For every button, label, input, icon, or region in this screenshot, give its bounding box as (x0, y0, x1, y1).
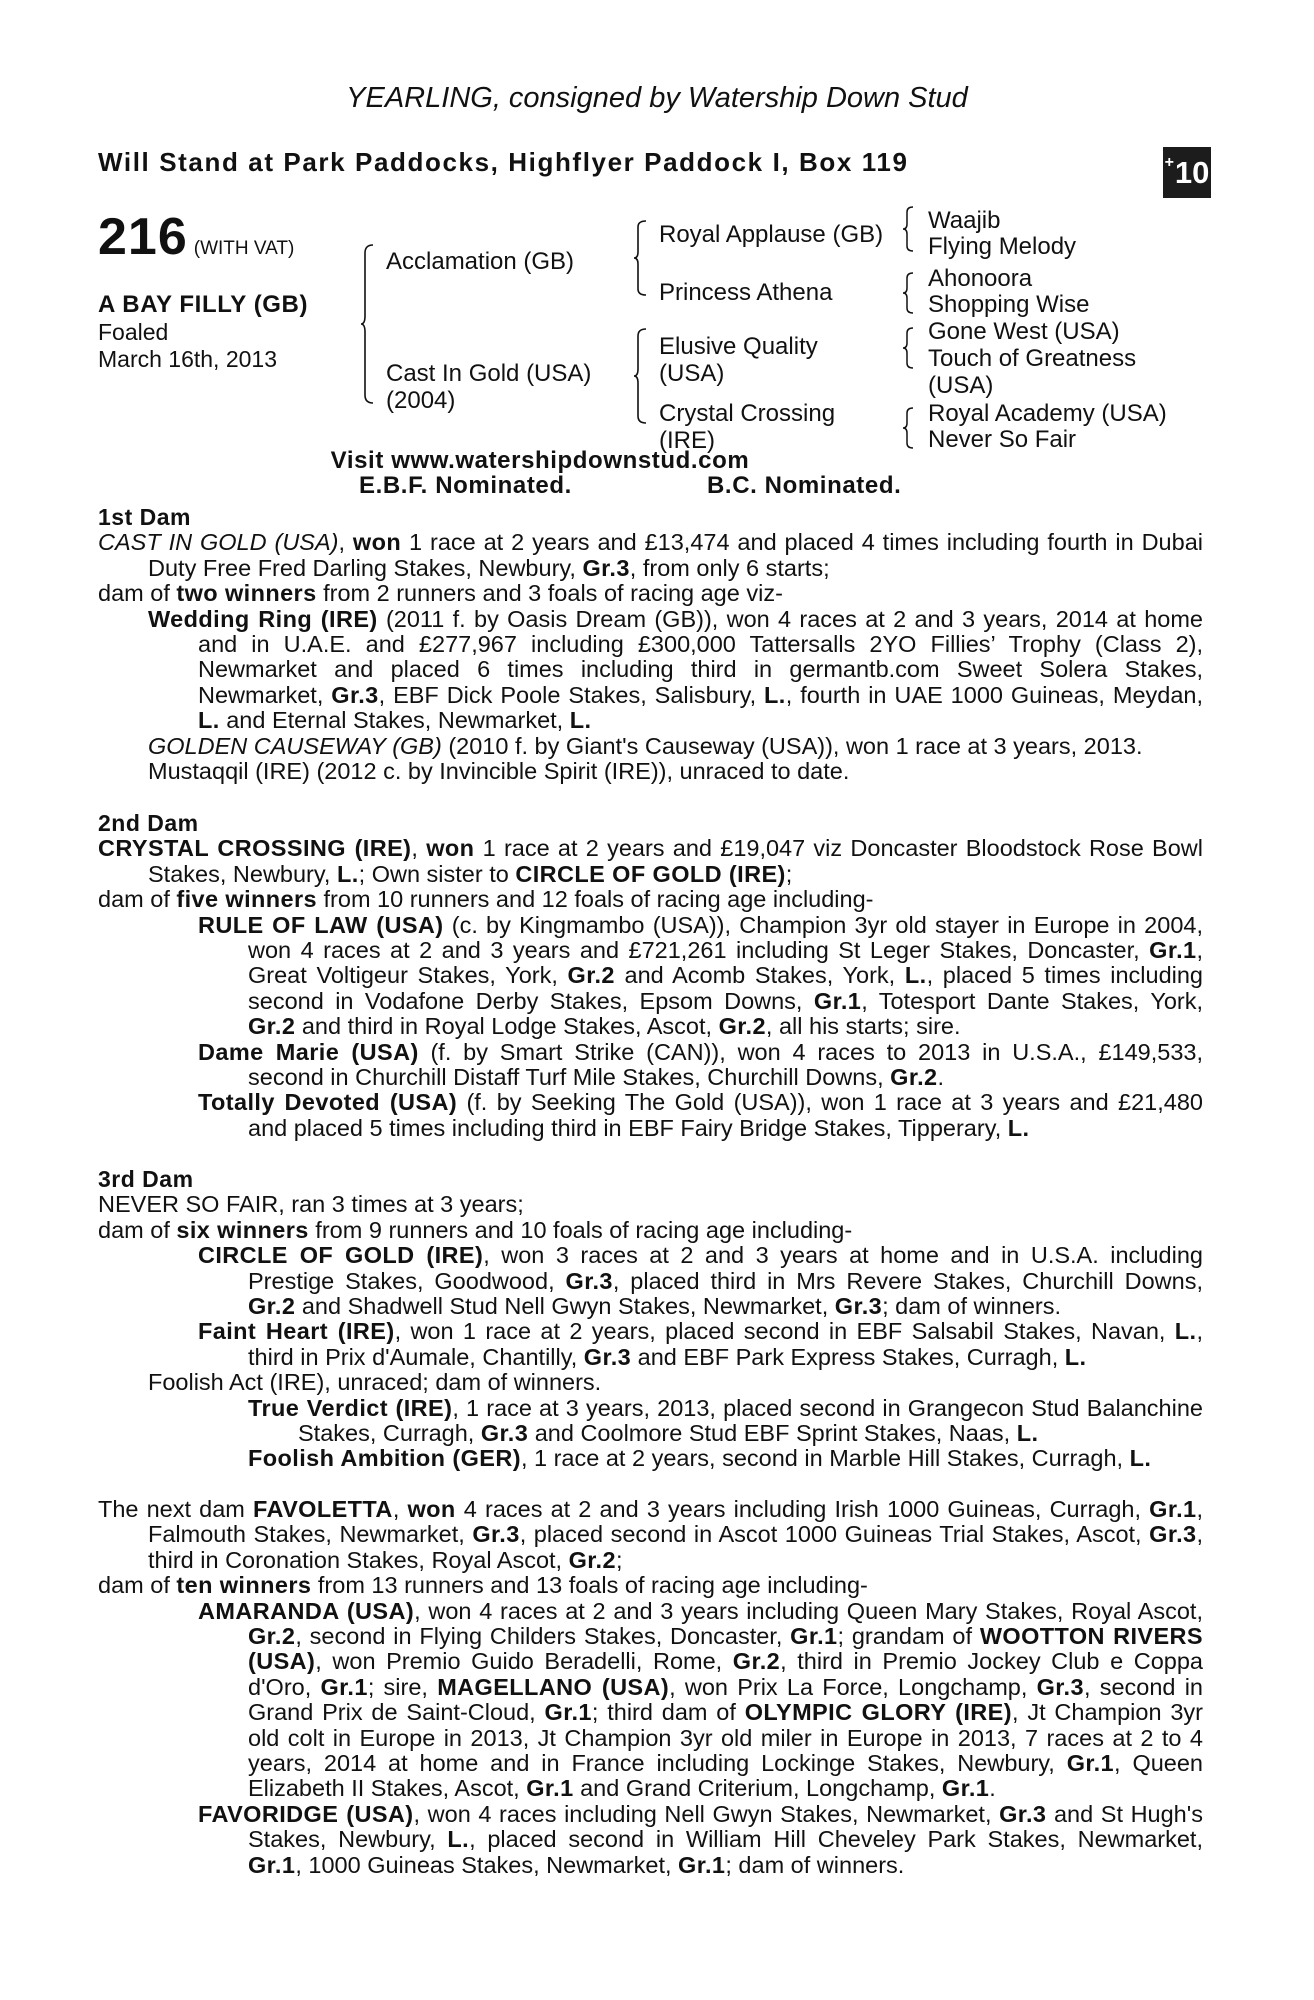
third-dam-section (98, 1167, 1203, 1472)
lot-heading (98, 207, 294, 267)
text: (2010 f. by Giant's Causeway (USA)), won 1 race at 3 years, 2013. (441, 732, 1143, 759)
ped-g-ssd: Flying Melody (928, 233, 1077, 260)
grade: L. (1129, 1445, 1152, 1472)
text: and Shadwell Stud Nell Gwyn Stakes, Newmarket, (295, 1293, 835, 1320)
text: and third in Royal Lodge Stakes, Ascot, (295, 1013, 719, 1040)
text: , won 4 races including Nell Gwyn Stakes, Newmarket, (413, 1800, 1000, 1827)
progeny-totally-devoted (98, 1090, 1203, 1141)
grade: Gr.3 (1149, 1521, 1197, 1548)
grade: Gr.1 (320, 1673, 368, 1700)
grade: Gr.3 (999, 1800, 1047, 1827)
text: , third in Premio Jockey Club e Coppa d'Oro, (248, 1648, 1203, 1700)
grade: Gr.1 (1066, 1750, 1115, 1777)
text: , second in Flying Childers Stakes, Doncaster, (295, 1623, 791, 1650)
text: ; grandam of (837, 1623, 980, 1650)
grade: L. (904, 962, 927, 989)
next-dam-record (98, 1497, 1203, 1573)
sister-name: CIRCLE OF GOLD (IRE) (515, 860, 786, 887)
text: . (937, 1064, 945, 1091)
ped-g-sds: Ahonoora (928, 265, 1033, 292)
progeny-dame-marie (98, 1040, 1203, 1091)
grade: Gr.2 (567, 962, 615, 989)
grade: Gr.2 (248, 1623, 296, 1650)
text: . (989, 1775, 996, 1802)
grade: Gr.3 (480, 1420, 529, 1447)
text: from 2 runners and 3 foals of racing age viz- (316, 580, 783, 607)
ped-dam-year: (2004) (386, 387, 456, 414)
first-dam-produce (98, 581, 1203, 606)
ped-dam-dam (659, 400, 835, 454)
vat-note: (WITH VAT) (193, 238, 295, 259)
text: from 9 runners and 10 foals of racing age including- (308, 1216, 853, 1243)
text: , Queen Elizabeth II Stakes, Ascot, (248, 1750, 1203, 1802)
progeny-name: Dame Marie (USA) (198, 1038, 419, 1065)
ped-dam-sire-country: (USA) (659, 360, 725, 387)
text: , (411, 835, 427, 862)
progeny-favoridge (98, 1802, 1203, 1878)
progeny-name: WOOTTON RIVERS (USA) (248, 1623, 1203, 1675)
text: and St Hugh's Stakes, Newbury, (248, 1800, 1203, 1853)
text: dam of (98, 1216, 177, 1243)
text: from 10 runners and 12 foals of racing age including- (317, 886, 874, 913)
text: , second in Grand Prix de Saint-Cloud, (248, 1673, 1203, 1726)
grade: Gr.3 (565, 1267, 613, 1294)
foaled-info (98, 319, 277, 373)
grade: L. (1064, 1343, 1087, 1370)
grade: Gr.1 (544, 1699, 592, 1726)
text: and Eternal Stakes, Newmarket, (219, 707, 570, 734)
text: ; Own sister to (358, 860, 516, 887)
progeny-golden-causeway (98, 734, 1203, 759)
text: 4 races at 2 and 3 years including Irish 1000 Guineas, Curragh, (455, 1496, 1150, 1522)
grade: Gr.2 (732, 1648, 781, 1675)
text: , Great Voltigeur Stakes, York, (248, 937, 1203, 989)
third-dam-record: NEVER SO FAIR, ran 3 times at 3 years; (98, 1191, 524, 1218)
ebf-nomination: E.B.F. Nominated. (359, 472, 572, 499)
text: The next dam (98, 1496, 253, 1522)
dam-name: FAVOLETTA (253, 1496, 393, 1522)
first-dam-record: CAST IN GOLD (USA), won 1 race at 2 years and £13,474 and placed 4 times including fourth in Dubai Duty Free Fred Darling Stakes, Newbury, Gr.3, from only 6 starts; (98, 529, 1203, 581)
bc-nomination: B.C. Nominated. (707, 472, 902, 499)
text: ; dam of winners. (725, 1851, 905, 1878)
ped-g-dds: Royal Academy (USA) (928, 400, 1167, 427)
text: dam of (98, 1572, 177, 1599)
text: and Grand Criterium, Longchamp, (573, 1775, 942, 1802)
winners-count: five winners (176, 886, 317, 913)
text: , (392, 1496, 408, 1522)
text: , won 3 races at 2 and 3 years at home and in U.S.A. including Prestige Stakes, Goodwood, (248, 1242, 1203, 1294)
lot-number: 216 (98, 208, 188, 266)
winners-count: two winners (176, 580, 317, 607)
text: , 1 race at 3 years, 2013, placed second in Grangecon Stud Balanchine Stakes, Curragh, (298, 1394, 1203, 1447)
ped-dam-dam-name: Crystal Crossing (659, 400, 836, 427)
text: ; sire, (367, 1673, 438, 1700)
grandprogeny-true-verdict (98, 1396, 1203, 1447)
brace-main (360, 244, 374, 404)
grade: Gr.3 (582, 554, 630, 581)
text: , won 4 races at 2 and 3 years including Queen Mary Stakes, Royal Ascot, (414, 1597, 1203, 1624)
text: , won Premio Guido Beradelli, Rome, (315, 1648, 733, 1675)
stand-location: Will Stand at Park Paddocks, Highflyer Paddock I, Box 119 (98, 147, 909, 177)
brace-ss (902, 206, 914, 252)
text: and EBF Park Express Stakes, Curragh, (631, 1343, 1065, 1370)
text: , Jt Champion 3yr old colt in Europe in 2013, Jt Champion 3yr old miler in Europe in 2013, 7 races at 2 to 4 years, 2014 at home and in France including Lockinge Stakes, Newbury, (248, 1699, 1204, 1777)
text: and Coolmore Stud EBF Sprint Stakes, Naas, (528, 1420, 1017, 1447)
text: , placed third in Mrs Revere Stakes, Churchill Downs, (612, 1267, 1203, 1294)
brace-dam (633, 328, 647, 424)
first-dam-heading: 1st Dam (98, 504, 191, 530)
text: , 1000 Guineas Stakes, Newmarket, (295, 1851, 679, 1878)
grade: Gr.3 (331, 681, 379, 708)
ped-sire-dam: Princess Athena (659, 279, 833, 306)
grade: Gr.3 (1036, 1673, 1084, 1700)
progeny-name: GOLDEN CAUSEWAY (GB) (148, 732, 442, 759)
progeny-name: True Verdict (IRE) (248, 1394, 453, 1421)
ped-dam (386, 360, 591, 414)
progeny-name: OLYMPIC GLORY (IRE) (744, 1699, 1012, 1726)
text: (c. by Kingmambo (USA)), Champion 3yr old stayer in Europe in 2004, won 4 races at 2 and 3 years and £721,261 including St Leger Stakes, Doncaster, (248, 911, 1203, 964)
progeny-circle-of-gold (98, 1243, 1203, 1319)
text: , placed 5 times including second in Vodafone Derby Stakes, Epsom Downs, (248, 962, 1203, 1014)
text: , Totesport Dante Stakes, York, (861, 987, 1204, 1014)
text: , placed second in Ascot 1000 Guineas Trial Stakes, Ascot, (519, 1521, 1150, 1548)
grade: Gr.1 (526, 1775, 574, 1802)
winners-count: six winners (176, 1216, 309, 1243)
ped-g-ddd: Never So Fair (928, 426, 1077, 453)
grade: Gr.1 (248, 1851, 296, 1878)
foaled-date: March 16th, 2013 (98, 346, 278, 372)
won-label: won (407, 1496, 456, 1522)
grade: Gr.3 (834, 1293, 883, 1320)
brace-dd (902, 407, 914, 449)
text: ; third dam of (591, 1699, 745, 1726)
text: dam of (98, 580, 177, 607)
brace-sire (633, 220, 647, 296)
progeny-amaranda (98, 1599, 1203, 1802)
text: , third in Coronation Stakes, Royal Ascot, (148, 1521, 1203, 1573)
ped-dam-sire (659, 333, 818, 387)
grade: Gr.2 (248, 1293, 296, 1320)
text: from 13 runners and 13 foals of racing age including- (311, 1572, 868, 1599)
grade: Gr.1 (941, 1775, 990, 1802)
text: , won 1 race at 2 years, placed second in EBF Salsabil Stakes, Navan, (394, 1318, 1175, 1345)
brace-ds (902, 327, 914, 369)
foaled-label: Foaled (98, 319, 169, 345)
ped-g-dsd-country: (USA) (928, 372, 994, 399)
second-dam-produce (98, 887, 1203, 912)
ped-sire: Acclamation (GB) (386, 248, 575, 275)
grade: Gr.1 (813, 987, 862, 1014)
badge-plus: + (1164, 153, 1174, 171)
grandprogeny-foolish-ambition (98, 1446, 1203, 1471)
won-label: won (352, 529, 402, 556)
progeny-rule-of-law (98, 913, 1203, 1040)
ped-g-sdd: Shopping Wise (928, 291, 1090, 318)
text: ; (785, 860, 793, 887)
ped-g-dsd-name: Touch of Greatness (928, 345, 1137, 372)
website-line: Visit www.watershipdownstud.com (330, 447, 750, 474)
text: (2011 f. by Oasis Dream (GB)), won 4 races at 2 and 3 years, 2014 at home and in U.A.E. and £277,967 including £300,000 Tattersalls 2YO Fillies’ Trophy (Class 2), Newmarket and placed 6 times including third in germantb.com Sweet Solera Stakes, Newmarket, (198, 605, 1203, 708)
grade: L. (1174, 1318, 1197, 1345)
ped-g-dss: Gone West (USA) (928, 318, 1120, 345)
ped-dam-name: Cast In Gold (USA) (386, 360, 592, 387)
progeny-name: Wedding Ring (IRE) (148, 605, 378, 632)
ped-g-sss: Waajib (928, 207, 1001, 234)
grade: Gr.1 (790, 1623, 838, 1650)
second-dam-section (98, 811, 1203, 1141)
text: , from only 6 starts; (629, 554, 830, 581)
dam-name: CAST IN GOLD (USA) (98, 529, 339, 556)
progeny-name: FAVORIDGE (USA) (198, 1800, 414, 1827)
ped-sire-sire: Royal Applause (GB) (659, 221, 884, 248)
grade: Gr.3 (583, 1343, 632, 1370)
text: 1 race at 2 years and £13,474 and placed 4 times including fourth in Dubai Duty Free Fred Darling Stakes, Newbury, (148, 529, 1203, 581)
progeny-name: CIRCLE OF GOLD (IRE) (198, 1242, 484, 1269)
progeny-name: RULE OF LAW (USA) (198, 911, 444, 938)
dam-name: CRYSTAL CROSSING (IRE) (98, 835, 412, 862)
grade: L. (764, 681, 786, 708)
progeny-faint-heart (98, 1319, 1203, 1370)
text: dam of (98, 886, 177, 913)
ped-dam-dam-country: (IRE) (659, 427, 715, 454)
winners-count: ten winners (176, 1572, 312, 1599)
text: (f. by Smart Strike (CAN)), won 4 races to 2013 in U.S.A., £149,533, second in Churchill Distaff Turf Mile Stakes, Churchill Downs, (248, 1038, 1203, 1091)
text: , all his starts; sire. (765, 1013, 961, 1040)
grade: Gr.2 (248, 1013, 296, 1040)
grade: L. (336, 860, 359, 887)
grade: L. (1007, 1114, 1030, 1141)
progeny-wedding-ring (98, 607, 1203, 734)
text: ; (615, 1546, 623, 1573)
progeny-foolish-act: Foolish Act (IRE), unraced; dam of winners. (148, 1369, 602, 1396)
second-dam-heading: 2nd Dam (98, 810, 199, 836)
progeny-name: Totally Devoted (USA) (198, 1089, 458, 1116)
text: , third in Prix d'Aumale, Chantilly, (248, 1318, 1204, 1370)
next-dam-section (98, 1497, 1203, 1878)
grade: Gr.3 (472, 1521, 520, 1548)
brace-sd (902, 272, 914, 314)
grade: Gr.2 (568, 1546, 616, 1573)
first-dam-section (98, 505, 1203, 784)
text: , 1 race at 2 years, second in Marble Hill Stakes, Curragh, (520, 1445, 1130, 1472)
progeny-name: MAGELLANO (USA) (437, 1673, 670, 1700)
progeny-name: Faint Heart (IRE) (198, 1318, 395, 1345)
text: ; dam of winners. (882, 1293, 1062, 1320)
won-label: won (426, 835, 475, 862)
text: and Acomb Stakes, York, (614, 962, 905, 989)
progeny-name: Foolish Ambition (GER) (248, 1445, 521, 1472)
grade: Gr.2 (890, 1064, 938, 1091)
third-dam-heading: 3rd Dam (98, 1166, 194, 1192)
next-dam-produce (98, 1573, 1203, 1598)
third-dam-produce (98, 1218, 1203, 1243)
progeny-mustaqqil: Mustaqqil (IRE) (2012 c. by Invincible Spirit (IRE)), unraced to date. (148, 758, 850, 785)
grade: L. (198, 707, 220, 734)
box-badge (1163, 147, 1211, 198)
text: , EBF Dick Poole Stakes, Salisbury, (378, 681, 765, 708)
grade: Gr.2 (718, 1013, 766, 1040)
ped-g-dsd (928, 345, 1136, 399)
text: (f. by Seeking The Gold (USA)), won 1 race at 3 years and £21,480 and placed 5 times including third in EBF Fairy Bridge Stakes, Tipperary, (248, 1089, 1203, 1141)
text: 1 race at 2 years and £19,047 viz Doncaster Bloodstock Rose Bowl Stakes, Newbury, (148, 835, 1203, 887)
text: , Falmouth Stakes, Newmarket, (148, 1496, 1203, 1548)
grade: Gr.1 (678, 1851, 726, 1878)
text: , fourth in UAE 1000 Guineas, Meydan, (785, 681, 1204, 708)
progeny-name: AMARANDA (USA) (198, 1597, 415, 1624)
horse-name: A BAY FILLY (GB) (98, 291, 309, 318)
grade: Gr.1 (1149, 937, 1197, 964)
consignor-line: YEARLING, consigned by Watership Down Stud (346, 82, 968, 114)
ped-dam-sire-name: Elusive Quality (659, 333, 818, 360)
text: , placed second in William Hill Cheveley Park Stakes, Newmarket, (469, 1826, 1203, 1853)
second-dam-record (98, 836, 1203, 887)
grade: L. (1016, 1420, 1039, 1447)
text: , won Prix La Force, Longchamp, (669, 1673, 1037, 1700)
badge-number: 10 (1174, 154, 1210, 190)
grade: L. (447, 1826, 470, 1853)
grade: Gr.1 (1149, 1496, 1197, 1522)
grade: L. (569, 707, 592, 734)
